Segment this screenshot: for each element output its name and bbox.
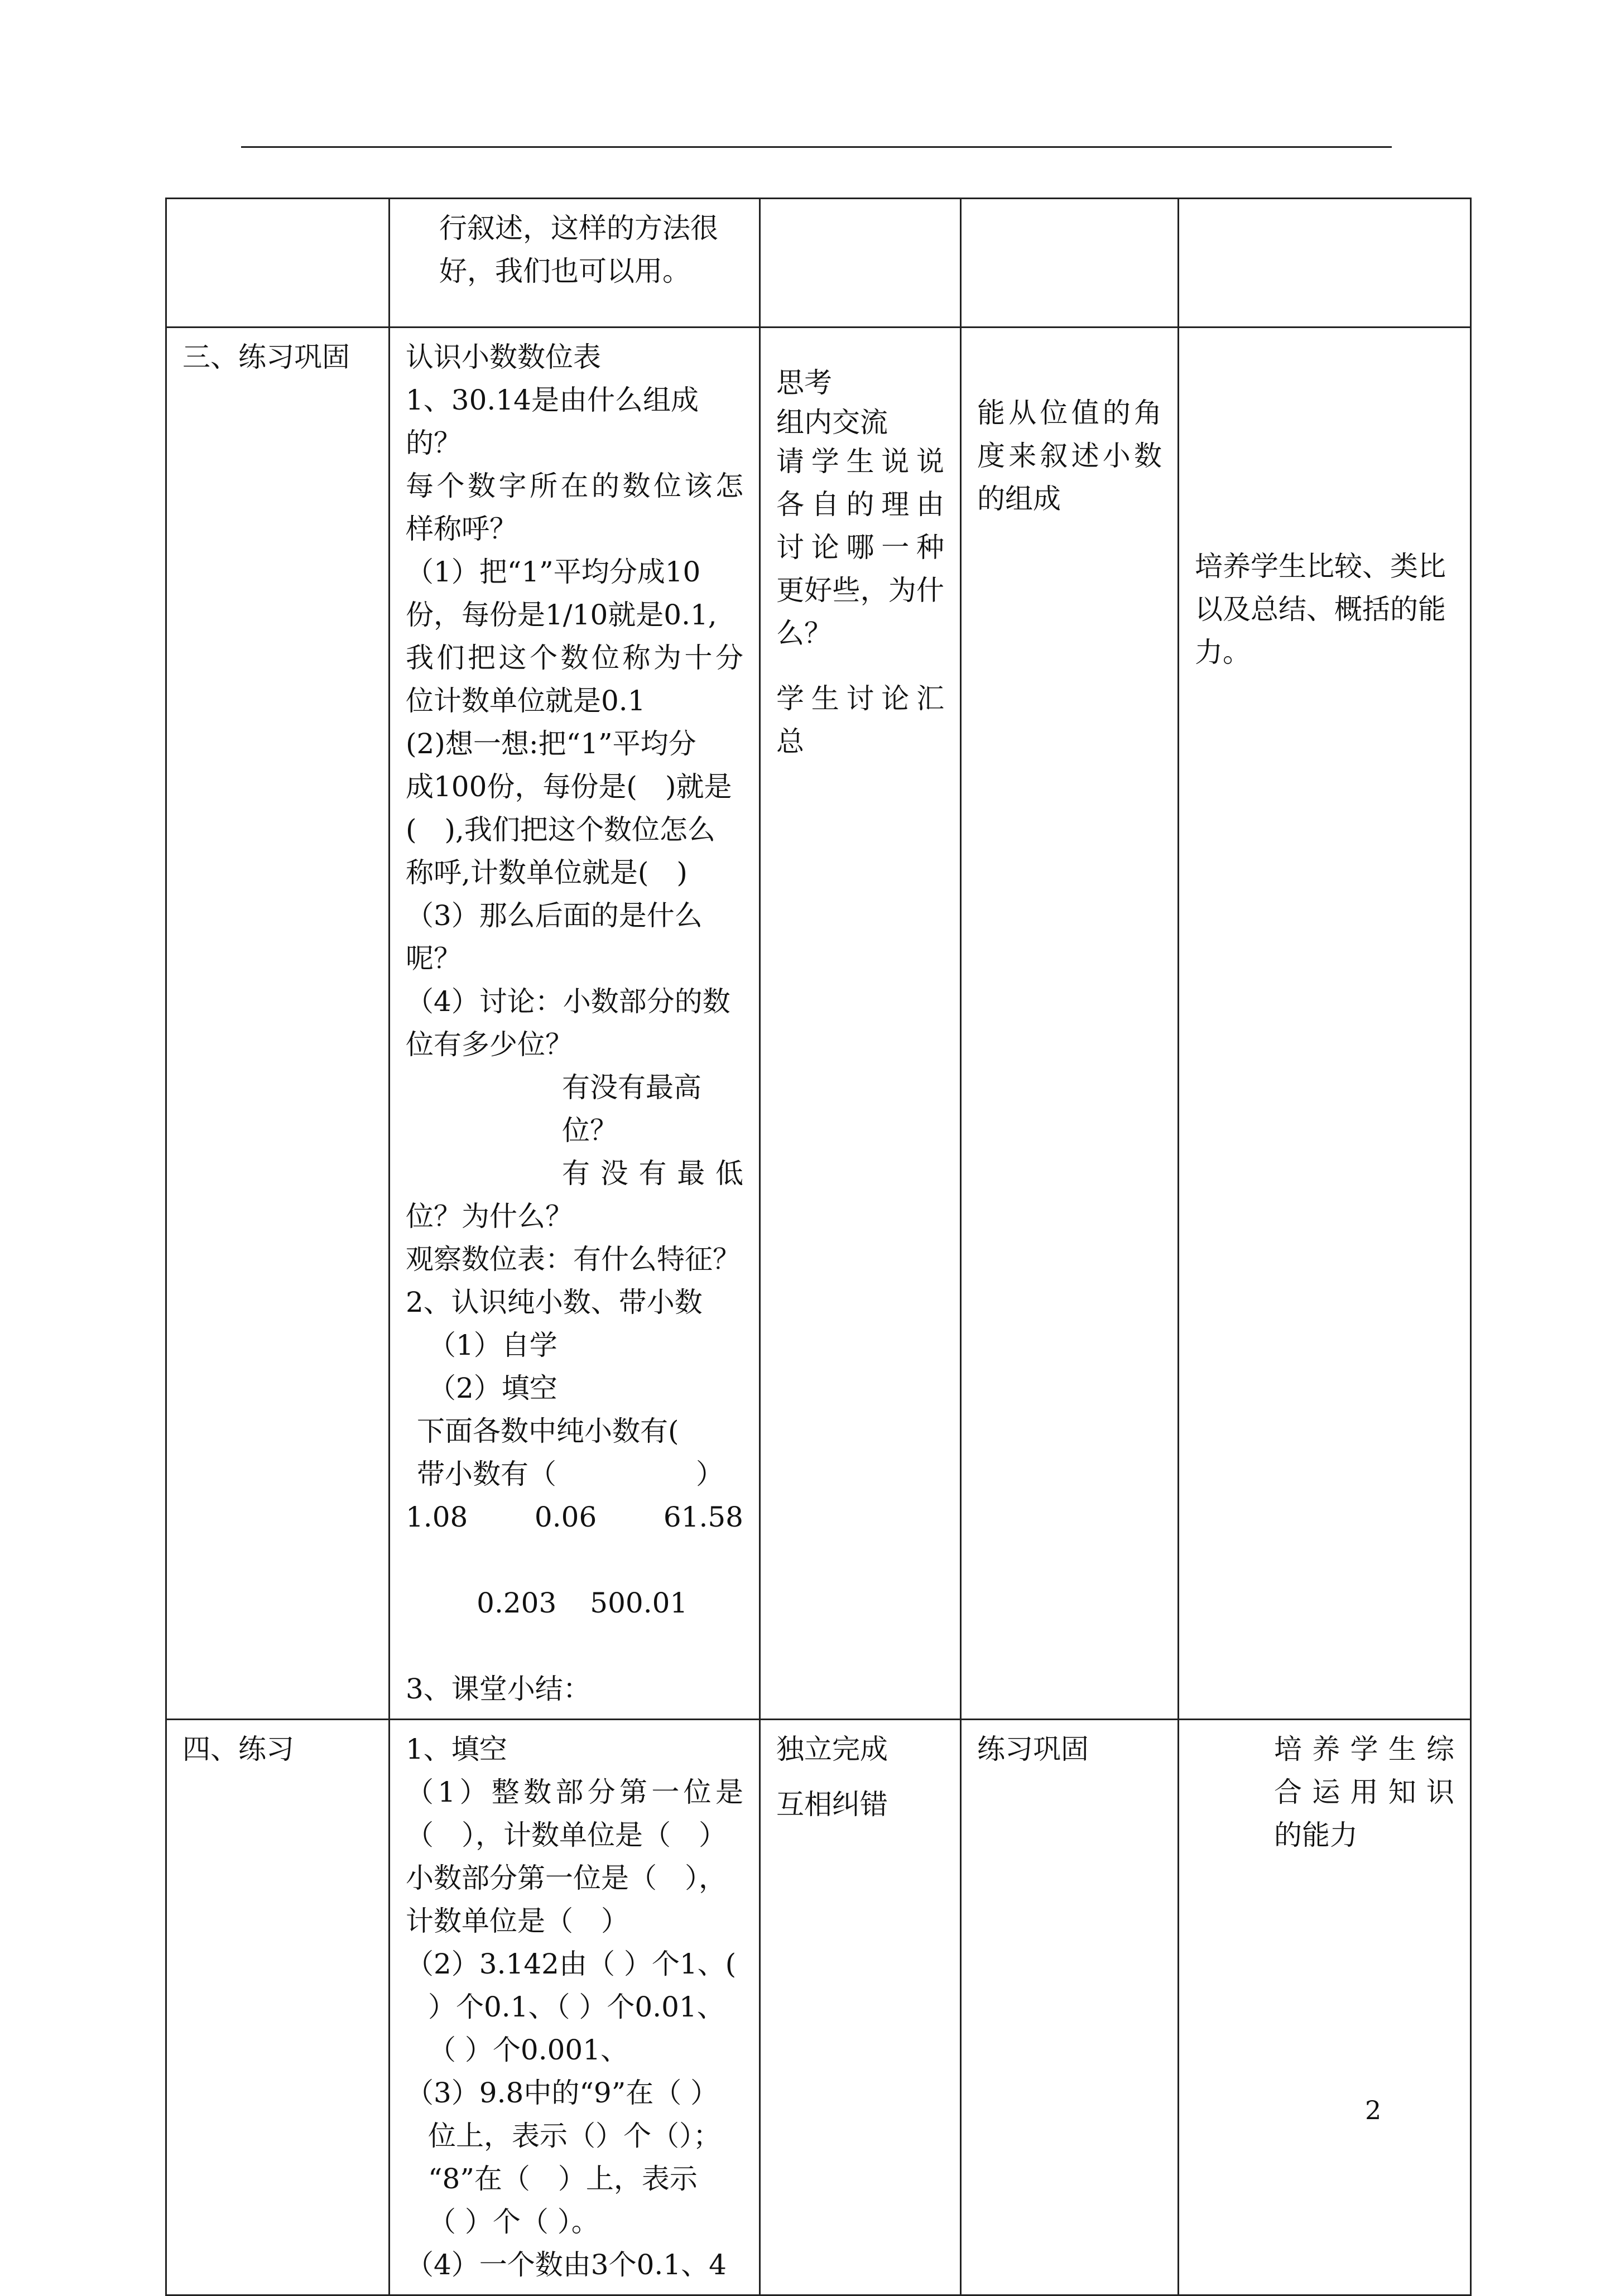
- intent-line: 培养学生综: [1274, 1733, 1454, 1765]
- content-line: 观察数位表：有什么特征？: [406, 1243, 741, 1275]
- content-line: （1）自学: [428, 1329, 557, 1361]
- student-activity-cell: [760, 199, 961, 328]
- goal-line: 练习巩固: [977, 1733, 1089, 1765]
- content-line: （1）把“1”平均分成10: [406, 556, 701, 588]
- content-cell: [390, 328, 760, 1720]
- content-line: 位计数单位就是0.1: [406, 685, 646, 717]
- number-item: 0.203: [477, 1587, 557, 1619]
- goal-line: 的组成: [977, 483, 1061, 515]
- content-line: 认识小数数位表: [406, 341, 601, 373]
- content-line: 位？为什么？: [406, 1200, 573, 1233]
- content-line: 2、认识纯小数、带小数: [406, 1286, 703, 1318]
- student-line: 互相纠错: [776, 1788, 888, 1821]
- content-line: （3）9.8中的“9”在（ ）: [406, 2077, 719, 2109]
- student-line: 组内交流: [776, 406, 888, 439]
- content-line: ）个0.1、（ ）个0.01、: [428, 1991, 725, 2023]
- content-line: 有没有最高位？: [562, 1071, 701, 1147]
- content-line: （4）讨论：小数部分的数: [406, 985, 730, 1018]
- content-line: 样称呼？: [406, 513, 517, 545]
- table-row: [166, 328, 1471, 1720]
- content-line: ( ),我们把这个数位怎么: [406, 814, 715, 846]
- content-line: 好，我们也可以用。: [439, 255, 690, 287]
- stage-cell: 三、练习巩固: [166, 328, 390, 1720]
- content-line: 成100份，每份是( )就是: [406, 771, 732, 803]
- content-line: （2）填空: [428, 1372, 557, 1404]
- design-intent-cell: [1179, 1720, 1471, 2295]
- content-line: 称呼,计数单位就是( ): [406, 856, 688, 889]
- design-intent-cell: [1179, 328, 1471, 1720]
- stage-cell: 四、练习: [166, 1720, 390, 2295]
- design-intent-cell: [1179, 199, 1471, 328]
- content-cell: [390, 199, 760, 328]
- goal-line: 度来叙述小数: [977, 440, 1162, 472]
- content-line: 计数单位是（ ）: [406, 1905, 629, 1937]
- content-line: 1、填空: [406, 1733, 507, 1765]
- content-line: （4）一个数由3个0.1、4: [406, 2249, 727, 2281]
- content-line: 1、30.14是由什么组成的？: [406, 384, 699, 459]
- content-line: （3）那么后面的是什么呢？: [406, 899, 703, 975]
- number-row: [406, 1539, 743, 1668]
- student-line: 学生讨论汇: [776, 682, 944, 715]
- content-line: 位上，表示（）个（）；: [428, 2120, 721, 2152]
- content-line: （1）整数部分第一位是: [406, 1776, 743, 1808]
- goal-cell: [961, 1720, 1179, 2295]
- header-rule: [241, 146, 1392, 148]
- student-line: 更好些，为什: [776, 574, 944, 607]
- intent-line: 以及总结、概括的能: [1195, 593, 1446, 625]
- content-line: （ ）个（ ）。: [428, 2206, 599, 2238]
- page-number: 2: [1365, 2095, 1382, 2125]
- content-line: 小数部分第一位是（ ），: [406, 1862, 727, 1894]
- lesson-plan-table: [165, 198, 1472, 2296]
- student-activity-cell: [760, 1720, 961, 2295]
- intent-line: 力。: [1195, 636, 1251, 668]
- content-line: 份，每份是1/10就是0.1,: [406, 599, 717, 631]
- table-row: [166, 1720, 1471, 2295]
- goal-cell: [961, 199, 1179, 328]
- content-line: 每个数字所在的数位该怎: [406, 470, 743, 502]
- content-line: 有没有最低: [562, 1157, 743, 1190]
- content-line: （2）3.142由（ ）个1、(: [406, 1948, 737, 1980]
- content-line: 我们把这个数位称为十分: [406, 642, 743, 674]
- number-item: 0.06: [534, 1501, 597, 1533]
- stage-cell: [166, 199, 390, 328]
- student-line: 么？: [776, 617, 832, 649]
- goal-line: 能从位值的角: [977, 397, 1162, 429]
- number-item: 1.08: [406, 1501, 468, 1533]
- student-line: 独立完成: [776, 1733, 888, 1765]
- intent-line: 的能力: [1274, 1819, 1358, 1851]
- content-line: 下面各数中纯小数有(: [417, 1415, 679, 1447]
- content-line: “8”在（ ）上，表示: [428, 2163, 698, 2195]
- intent-line: 培养学生比较、类比: [1195, 550, 1446, 583]
- number-row: [406, 1496, 743, 1539]
- content-line: （ ），计数单位是（ ）: [406, 1819, 727, 1851]
- table-row: [166, 199, 1471, 328]
- goal-cell: [961, 328, 1179, 1720]
- content-line: 行叙述，这样的方法很: [439, 212, 718, 244]
- student-line: 总: [776, 725, 804, 758]
- content-line: 带小数有（ ）: [417, 1458, 724, 1490]
- student-line: 思考: [776, 367, 832, 399]
- intent-line: 合运用知识: [1274, 1776, 1454, 1808]
- number-item: 61.58: [663, 1501, 743, 1533]
- content-cell: [390, 1720, 760, 2295]
- content-line: (2)想一想:把“1”平均分: [406, 728, 696, 760]
- content-line: 3、课堂小结：: [406, 1673, 591, 1705]
- student-line: 讨论哪一种: [776, 531, 944, 564]
- student-line: 各自的理由: [776, 488, 944, 521]
- content-line: 位有多少位？: [406, 1028, 573, 1061]
- number-item: 500.01: [590, 1587, 688, 1619]
- student-line: 请学生说说: [776, 445, 944, 478]
- student-activity-cell: [760, 328, 961, 1720]
- content-line: （ ）个0.001、: [428, 2034, 629, 2066]
